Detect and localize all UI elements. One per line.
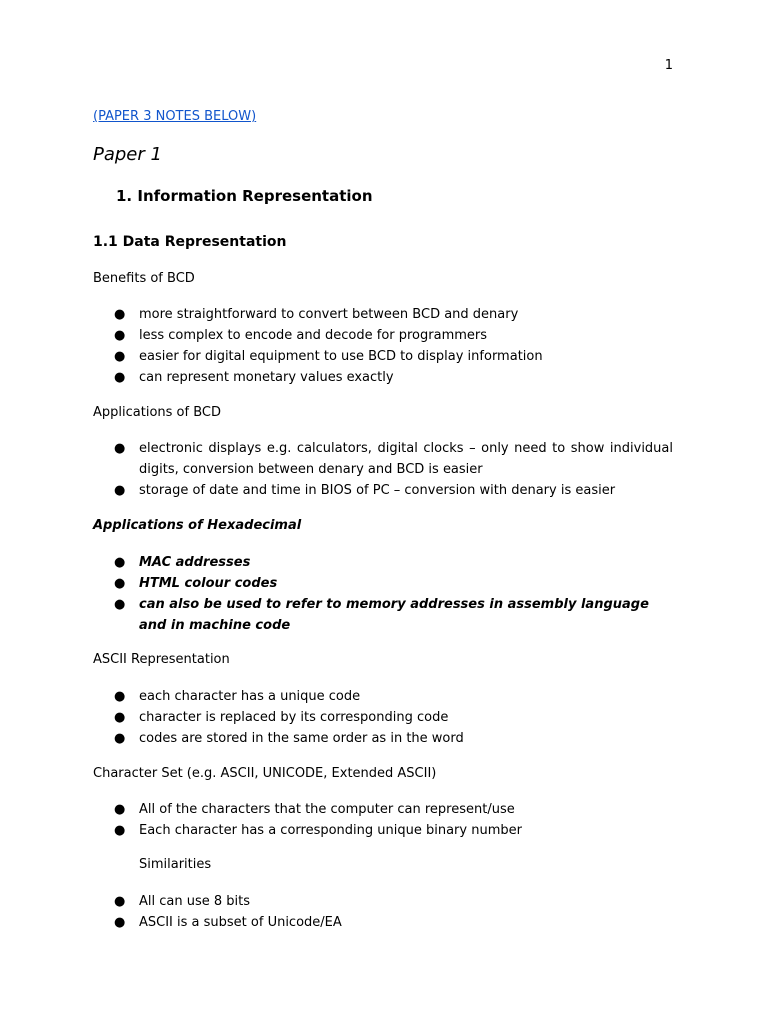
bullet-icon: ●: [114, 731, 126, 746]
list-item: ● easier for digital equipment to use BCD to display information: [93, 346, 673, 367]
bullet-icon: ●: [114, 483, 126, 498]
bullet-icon: ●: [114, 328, 126, 343]
applications-hex-list: [93, 552, 673, 636]
list-item: ● codes are stored in the same order as in the word: [93, 728, 673, 749]
list-item: ● each character has a unique code: [93, 686, 673, 707]
list-item: ● All can use 8 bits: [93, 891, 673, 912]
similarities-heading: Similarities: [139, 857, 212, 872]
applications-bcd-list: [93, 438, 673, 501]
bullet-icon: ●: [114, 710, 126, 725]
bullet-icon: ●: [114, 441, 126, 456]
list-item: ● Each character has a corresponding unique binary number: [93, 820, 673, 841]
bullet-icon: ●: [114, 802, 126, 817]
list-item: ● HTML colour codes: [93, 573, 673, 594]
list-item: ● electronic displays e.g. calculators, digital clocks – only need to show individual digits, conversion between denary and BCD is easier: [93, 438, 673, 480]
bullet-icon: ●: [114, 555, 126, 570]
ascii-representation-heading: ASCII Representation: [93, 652, 230, 667]
bullet-icon: ●: [114, 370, 126, 385]
bullet-icon: ●: [114, 307, 126, 322]
list-item: ● can represent monetary values exactly: [93, 367, 673, 388]
list-item: ● less complex to encode and decode for programmers: [93, 325, 673, 346]
bullet-icon: ●: [114, 823, 126, 838]
benefits-bcd-heading: Benefits of BCD: [93, 271, 195, 286]
paper-title: Paper 1: [93, 144, 162, 165]
benefits-bcd-list: [93, 304, 673, 388]
similarities-list: [93, 891, 673, 933]
section-heading: 1. Information Representation: [116, 187, 373, 205]
bullet-icon: ●: [114, 915, 126, 930]
list-item: ● ASCII is a subset of Unicode/EA: [93, 912, 673, 933]
character-set-heading: Character Set (e.g. ASCII, UNICODE, Extended ASCII): [93, 766, 437, 781]
applications-hex-heading: Applications of Hexadecimal: [93, 518, 302, 533]
ascii-representation-list: [93, 686, 673, 749]
bullet-icon: ●: [114, 576, 126, 591]
bullet-icon: ●: [114, 597, 126, 612]
bullet-icon: ●: [114, 349, 126, 364]
bullet-icon: ●: [114, 894, 126, 909]
page-number: 1: [664, 58, 673, 73]
list-item: ● MAC addresses: [93, 552, 673, 573]
list-item: ● All of the characters that the computer can represent/use: [93, 799, 673, 820]
list-item: ● more straightforward to convert between BCD and denary: [93, 304, 673, 325]
bullet-icon: ●: [114, 689, 126, 704]
list-item: ● can also be used to refer to memory addresses in assembly language and in machine code: [93, 594, 673, 636]
list-item: ● character is replaced by its corresponding code: [93, 707, 673, 728]
subsection-heading: 1.1 Data Representation: [93, 234, 287, 250]
list-item: ● storage of date and time in BIOS of PC – conversion with denary is easier: [93, 480, 673, 501]
character-set-list: [93, 799, 673, 841]
applications-bcd-heading: Applications of BCD: [93, 405, 221, 420]
paper-3-notes-link[interactable]: (PAPER 3 NOTES BELOW): [93, 109, 257, 124]
